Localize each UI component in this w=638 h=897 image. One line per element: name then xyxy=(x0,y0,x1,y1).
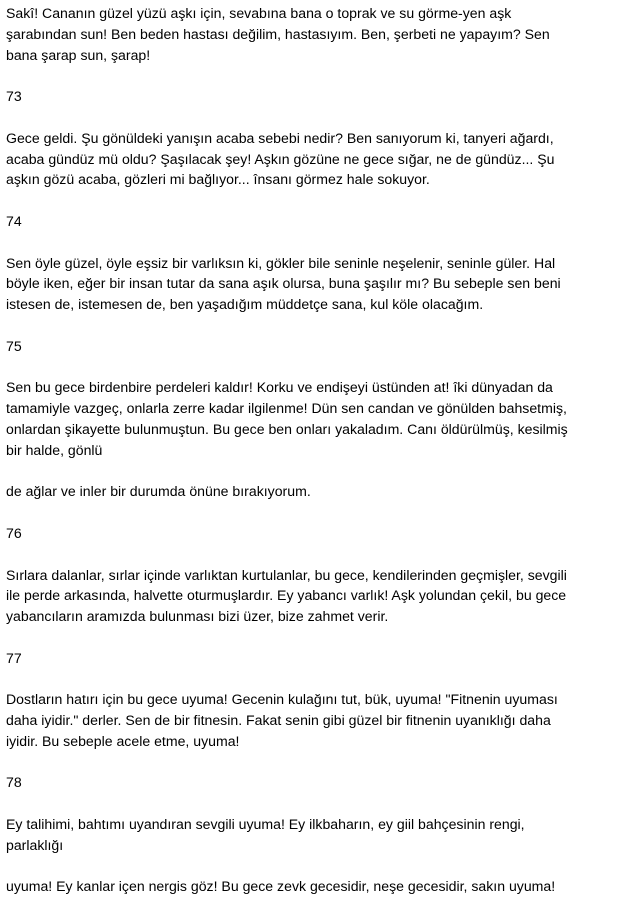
text-line: 78 xyxy=(6,774,22,791)
text-line: daha iyidir." derler. Sen de bir fitnesin. Fakat senin gibi güzel bir fitnenin uyanıklığı daha xyxy=(6,712,551,729)
text-line: Gece geldi. Şu gönüldeki yanışın acaba sebebi nedir? Ben sanıyorum ki, tanyeri ağardı, xyxy=(6,129,554,146)
verse-number xyxy=(6,648,632,669)
text-line: iyidir. Bu sebeple acele etme, uyuma! xyxy=(6,732,240,749)
verse-number xyxy=(6,772,632,793)
text-line: 75 xyxy=(6,337,22,354)
text-line: Sen öyle güzel, öyle eşsiz bir varlıksın ki, gökler bile seninle neşelenir, seninle güler. Hal xyxy=(6,254,556,271)
text-line: Sen bu gece birdenbire perdeleri kaldır! Korku ve endişeyi üstünden at! îki dünyadan da xyxy=(6,379,553,396)
verse-paragraph xyxy=(6,128,632,190)
verse-number xyxy=(6,86,632,107)
text-line: böyle iken, eğer bir insan tutar da sana aşık olursa, buna şaşılır mı? Bu sebeple sen beni xyxy=(6,275,561,292)
verse-paragraph xyxy=(6,3,632,65)
text-line: Sakî! Cananın güzel yüzü aşkı için, sevabına bana o toprak ve su görme-yen aşk xyxy=(6,5,512,21)
text-line: parlaklığı xyxy=(6,836,64,853)
text-line: de ağlar ve inler bir durumda önüne bırakıyorum. xyxy=(6,483,311,500)
text-line: onlardan şikayette bulunmuştun. Bu gece ben onları yakaladım. Canı öldürülmüş, kesilmiş xyxy=(6,420,568,437)
text-line: tamamiyle vazgeç, onlarla zerre kadar ilgilenme! Dün sen candan ve gönülden bahsetmiş, xyxy=(6,400,567,417)
verse-paragraph xyxy=(6,253,632,315)
text-line: yabancıların aramızda bulunması bizi üzer, bize zahmet verir. xyxy=(6,608,389,625)
verse-paragraph xyxy=(6,689,632,751)
verse-paragraph xyxy=(6,377,632,460)
text-line: Dostların hatırı için bu gece uyuma! Gecenin kulağını tut, bük, uyuma! "Fitnenin uyuması xyxy=(6,691,558,708)
text-line: 77 xyxy=(6,649,22,666)
verse-number xyxy=(6,211,632,232)
verse-paragraph xyxy=(6,876,632,897)
text-line: bana şarap sun, şarap! xyxy=(6,46,151,63)
text-line: acaba gündüz mü oldu? Şaşılacak şey! Aşkın gözüne ne gece sığar, ne de gündüz... Şu xyxy=(6,150,555,167)
text-line: istesen de, istemesen de, ben yaşadığım müddetçe sana, kul köle olacağım. xyxy=(6,296,484,313)
document-page xyxy=(6,3,632,897)
text-line: Sırlara dalanlar, sırlar içinde varlıktan kurtulanlar, bu gece, kendilerinden geçmişler, sevgili xyxy=(6,566,567,583)
text-line: 76 xyxy=(6,524,22,541)
text-line: şarabından sun! Ben beden hastası değilim, hastasıyım. Ben, şerbeti ne yapayım? Sen xyxy=(6,25,550,42)
text-line: 73 xyxy=(6,88,22,105)
verse-paragraph xyxy=(6,565,632,627)
verse-paragraph xyxy=(6,814,632,856)
verse-number xyxy=(6,523,632,544)
text-line: uyuma! Ey kanlar içen nergis göz! Bu gece zevk gecesidir, neşe gecesidir, sakın uyuma! xyxy=(6,878,556,895)
text-line: Ey talihimi, bahtımı uyandıran sevgili uyuma! Ey ilkbaharın, ey giil bahçesinin rengi, xyxy=(6,816,525,833)
verse-paragraph xyxy=(6,481,632,502)
text-line: aşkın gözü acaba, gözleri mi bağlıyor... însanı görmez hale sokuyor. xyxy=(6,171,430,188)
text-line: ile perde arkasında, halvette oturmuşlardır. Ey yabancı varlık! Aşk yolundan çekil, bu gece xyxy=(6,587,567,604)
text-line: 74 xyxy=(6,212,22,229)
text-line: bir halde, gönlü xyxy=(6,441,103,458)
verse-number xyxy=(6,336,632,357)
